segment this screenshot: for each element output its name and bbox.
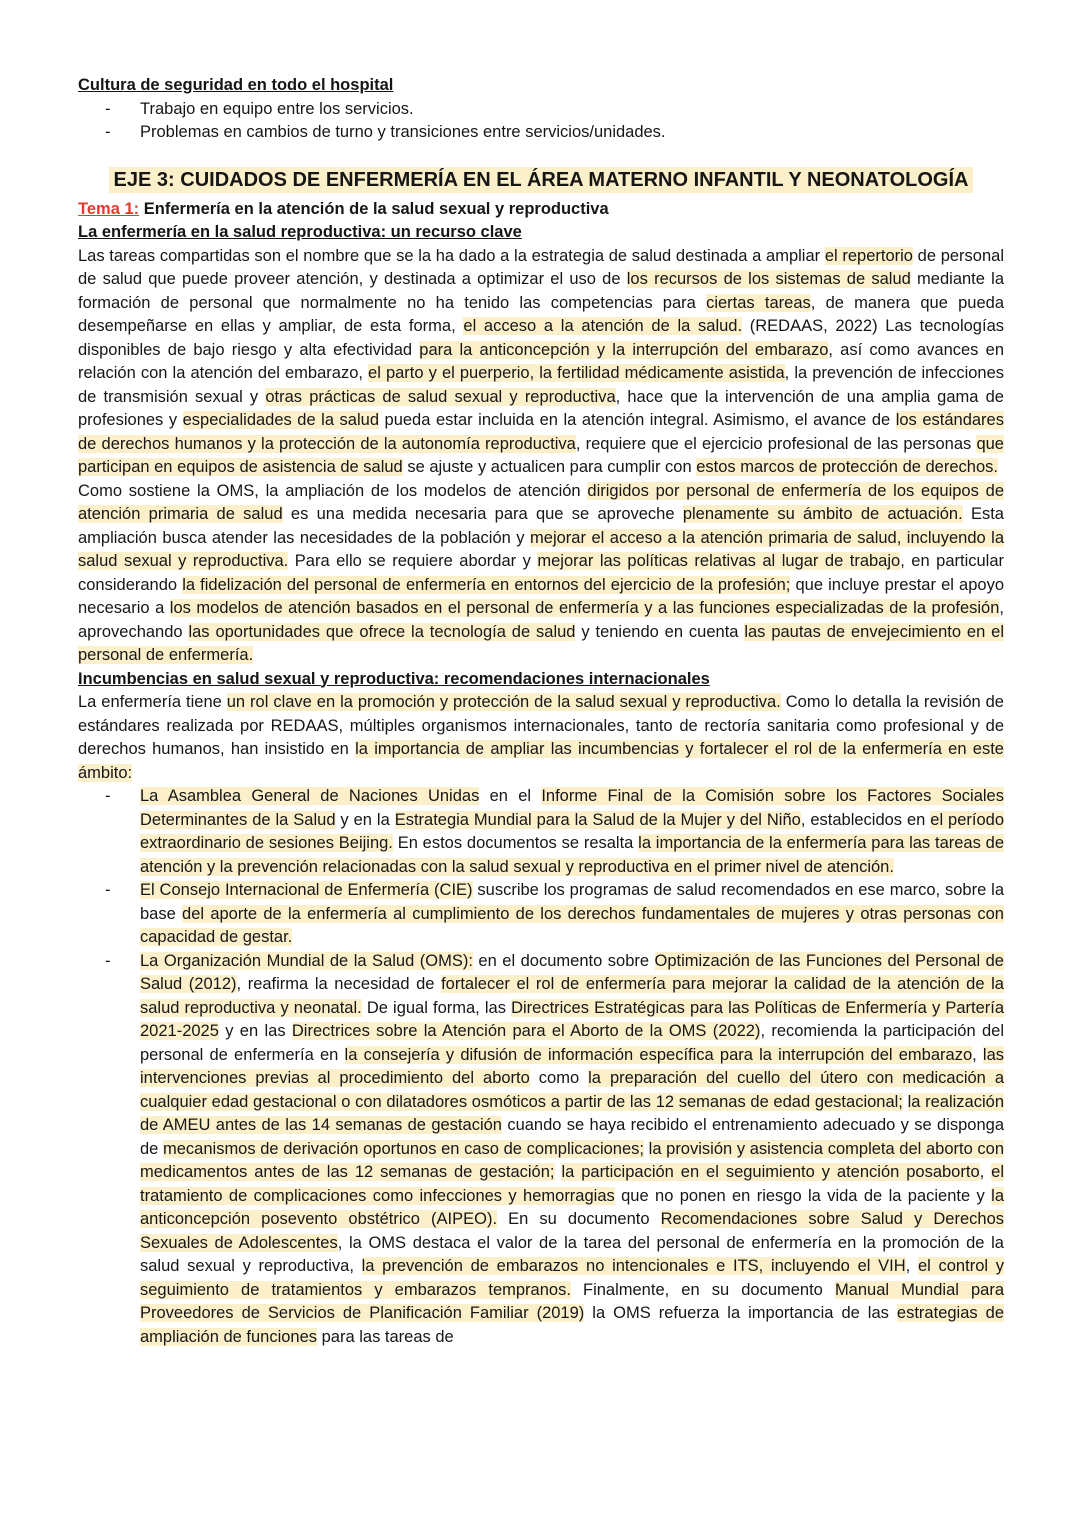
text-run: (REDAAS, 2022) Las tecnologías disponibles de bajo riesgo y alta efectividad (78, 317, 1004, 359)
highlighted-text: los estándares de derechos humanos y la protección de la autonomía reproductiva (78, 411, 1004, 453)
text-run: Esta ampliación busca atender las necesidades de la población y (78, 505, 1004, 547)
paragraph-rol-clave (78, 691, 1004, 785)
list-item-text: Trabajo en equipo entre los servicios. (140, 99, 414, 118)
dash-marker: - (105, 123, 111, 141)
highlighted-text: Estrategia Mundial para la Salud de la Mujer y del Niño (394, 810, 801, 829)
text-run: , aprovechando (78, 599, 1005, 641)
highlighted-text: Directrices Estratégicas para las Políticas de Enfermería y Partería 2021-2025 (140, 998, 1005, 1040)
paragraph-tareas-compartidas (78, 245, 1004, 480)
text-run: De igual forma, las (361, 998, 512, 1017)
text-run: , requiere que el ejercicio profesional de las personas (575, 434, 977, 453)
list-item-text (140, 950, 1004, 1350)
text-run: mediante la formación de personal que normalmente no ha tenido las competencias para (78, 270, 1004, 312)
highlighted-text: el acceso a la atención de la salud. (463, 317, 743, 335)
text-run: y en las (218, 1022, 292, 1040)
highlighted-text: La Asamblea General de Naciones Unidas (140, 787, 480, 805)
text-run: y teniendo en cuenta (575, 622, 745, 641)
text-run: Como lo detalla la revisión de estándares realizada por REDAAS, múltiples organismos internacionales, tanto de rectoría sanitaria como profesional y de derechos humanos, han insistido en (78, 693, 1004, 758)
dash-marker: - (105, 787, 111, 805)
dash-marker: - (105, 951, 111, 970)
list-item-problemas-turno (78, 121, 1004, 145)
highlighted-text: que participan en equipos de asistencia de salud (78, 434, 1004, 476)
highlighted-text: la consejería y difusión de información específica para la interrupción del embarazo (344, 1045, 973, 1064)
text-run: La enfermería tiene (78, 693, 227, 711)
highlighted-text: la prevención de embarazos no intencionales e ITS, incluyendo el VIH (361, 1257, 906, 1275)
text-run: , la prevención de infecciones de transmisión sexual y (78, 364, 1005, 406)
text-run: , (979, 1163, 992, 1181)
highlighted-text: mejorar las políticas relativas al lugar de trabajo (537, 552, 901, 570)
highlighted-text: el repertorio (824, 246, 913, 265)
heading-enfermeria-recurso-clave: La enfermería en la salud reproductiva: un recurso clave (78, 223, 522, 241)
highlighted-text: La Organización Mundial de la Salud (OMS): (140, 951, 473, 970)
text-run: , la OMS destaca el valor de la tarea del personal de enfermería en la promoción de la salud sexual y reproductiva, (140, 1233, 1004, 1275)
highlighted-text: los recursos de los sistemas de salud (626, 270, 911, 288)
dash-marker: - (105, 99, 111, 118)
highlighted-text: El Consejo Internacional de Enfermería (CIE) (140, 881, 473, 899)
highlighted-text: los modelos de atención basados en el personal de enfermería y a las funciones especializadas de la profesión (169, 599, 1000, 617)
highlighted-text: dirigidos por personal de enfermería de los equipos de atención primaria de salud (78, 481, 1004, 523)
text-run: , (905, 1257, 918, 1275)
list-item-text (140, 879, 1004, 950)
highlighted-text: la importancia de la enfermería para las tareas de atención y la prevención relacionadas con la salud sexual y reproductiva en el primer nivel de atención. (140, 834, 1004, 876)
list-item-cie (78, 879, 1004, 950)
list-item-oms (78, 950, 1004, 1350)
text-run: , (972, 1045, 983, 1064)
text-run: es una medida necesaria para que se aproveche (282, 505, 683, 523)
text-run (903, 1093, 908, 1111)
text-run: en el documento sobre (472, 951, 655, 970)
text-run: En su documento (497, 1210, 661, 1228)
list-item-asamblea-onu (78, 785, 1004, 879)
highlighted-text: especialidades de la salud (182, 411, 379, 429)
tema1-label: Tema 1: (78, 199, 140, 218)
highlighted-text: un rol clave en la promoción y protección de la salud sexual y reproductiva. (226, 693, 781, 711)
text-run: y en la (335, 810, 395, 829)
highlighted-text: Directrices sobre la Atención para el Aborto de la OMS (2022) (291, 1022, 761, 1040)
text-run: Para ello se requiere abordar y (288, 552, 538, 570)
highlighted-text: el tratamiento de complicaciones como infecciones y hemorragias (140, 1163, 1004, 1205)
text-run: , de manera que pueda desempeñarse en ellas y ampliar, de esta forma, (78, 293, 1004, 335)
text-run: en el (479, 787, 542, 805)
text-run: , establecidos en (800, 810, 931, 829)
highlighted-text: ciertas tareas (706, 293, 811, 312)
text-run: como (529, 1069, 589, 1087)
tema1-line (78, 198, 1004, 222)
text-run: , recomienda la participación del personal de enfermería en (140, 1022, 1004, 1064)
heading-cultura-seguridad: Cultura de seguridad en todo el hospital (78, 76, 394, 94)
text-run: de personal de salud que puede proveer atención, y destinada a optimizar el uso de (78, 246, 1004, 288)
highlighted-text: el parto y el puerperio, la fertilidad médicamente asistida (368, 364, 785, 382)
text-run: que no ponen en riesgo la vida de la paciente y (614, 1186, 992, 1205)
text-run: Como sostiene la OMS, la ampliación de los modelos de atención (78, 481, 588, 500)
highlighted-text: del aporte de la enfermería al cumplimiento de los derechos fundamentales de mujeres y otras personas con capacidad de gestar. (140, 904, 1004, 946)
list-item-text (140, 785, 1004, 879)
highlighted-text: mejorar el acceso a la atención primaria de salud, incluyendo la salud sexual y reproductiva. (78, 528, 1005, 570)
dash-marker: - (105, 881, 111, 899)
highlighted-text: el control y seguimiento de tratamientos y embarazos tempranos. (140, 1257, 1004, 1299)
text-run: Finalmente, en su documento (570, 1280, 835, 1299)
text-run: , hace que la intervención de una amplia gama de profesiones y (78, 387, 1004, 429)
eje3-title-highlight: EJE 3: CUIDADOS DE ENFERMERÍA EN EL ÁREA MATERNO INFANTIL Y NEONATOLOGÍA (109, 167, 974, 193)
text-run: Las tareas compartidas son el nombre que se la ha dado a la estrategia de salud destinada a ampliar (78, 246, 825, 265)
highlighted-text: fortalecer el rol de enfermería para mejorar la calidad de la atención de la salud reproductiva y neonatal. (140, 975, 1004, 1017)
safety-culture-list (78, 98, 1004, 145)
recommendations-list (78, 785, 1004, 1349)
text-run: , en particular considerando (78, 552, 1004, 594)
highlighted-text: para la anticoncepción y la interrupción del embarazo (419, 340, 829, 359)
tema1-title: Enfermería en la atención de la salud sexual y reproductiva (143, 199, 609, 218)
eje3-title (78, 166, 1004, 195)
text-run (644, 1140, 649, 1158)
text-run: , así como avances en relación con la atención del embarazo, (78, 340, 1004, 382)
highlighted-text: estrategias de ampliación de funciones (140, 1304, 1004, 1346)
highlighted-text: la preparación del cuello del útero con medicación a cualquier edad gestacional o con dilatadores osmóticos a partir de las 12 semanas de edad gestacional; (140, 1069, 1005, 1111)
highlighted-text: la provisión y asistencia completa del aborto con medicamentos antes de las 12 semanas de gestación; (140, 1139, 1004, 1181)
text-run: suscribe los programas de salud recomendados en ese marco, sobre la base (140, 881, 1004, 923)
text-run: se ajuste y actualicen para cumplir con (402, 458, 697, 476)
text-run: la OMS refuerza la importancia de las (584, 1304, 897, 1322)
text-run: para las tareas de (317, 1327, 454, 1346)
heading-incumbencias: Incumbencias en salud sexual y reproductiva: recomendaciones internacionales (78, 669, 710, 688)
highlighted-text: Informe Final de la Comisión sobre los Factores Sociales Determinantes de la Salud (140, 787, 1004, 829)
list-item-trabajo-equipo (78, 98, 1004, 122)
highlighted-text: la participación en el seguimiento y atención posaborto (561, 1163, 980, 1181)
text-run: pueda estar incluida en la atención integral. Asimismo, el avance de (379, 411, 896, 429)
highlighted-text: Recomendaciones sobre Salud y Derechos Sexuales de Adolescentes (140, 1210, 1004, 1252)
paragraph-oms-ampliacion (78, 480, 1004, 668)
highlighted-text: las oportunidades que ofrece la tecnología de salud (188, 622, 576, 641)
highlighted-text: la importancia de ampliar las incumbencias y fortalecer el rol de la enfermería en este ámbito: (78, 740, 1004, 782)
highlighted-text: Manual Mundial para Proveedores de Servicios de Planificación Familiar (2019) (140, 1280, 1005, 1322)
highlighted-text: la realización de AMEU antes de las 14 semanas de gestación (140, 1092, 1004, 1134)
highlighted-text: las pautas de envejecimiento en el personal de enfermería. (78, 622, 1004, 664)
text-run: que incluye prestar el apoyo necesario a (78, 575, 1004, 617)
list-item-text: Problemas en cambios de turno y transiciones entre servicios/unidades. (140, 123, 666, 141)
text-run: En estos documentos se resalta (392, 834, 639, 852)
highlighted-text: el período extraordinario de sesiones Beijing. (140, 810, 1005, 852)
highlighted-text: estos marcos de protección de derechos. (696, 458, 998, 476)
highlighted-text: las intervenciones previas al procedimiento del aborto (140, 1045, 1005, 1087)
highlighted-text: Optimización de las Funciones del Personal de Salud (2012) (140, 951, 1004, 993)
highlighted-text: la anticoncepción posevento obstétrico (AIPEO). (140, 1186, 1004, 1228)
highlighted-text: otras prácticas de salud sexual y reproductiva (265, 387, 616, 406)
text-run: , reafirma la necesidad de (236, 975, 442, 993)
highlighted-text: mecanismos de derivación oportunos en caso de complicaciones; (163, 1139, 644, 1158)
text-run: cuando se haya recibido el entrenamiento adecuado y se disponga de (140, 1116, 1004, 1158)
highlighted-text: plenamente su ámbito de actuación. (682, 505, 963, 523)
highlighted-text: la fidelización del personal de enfermería en entornos del ejercicio de la profesión; (182, 575, 791, 594)
